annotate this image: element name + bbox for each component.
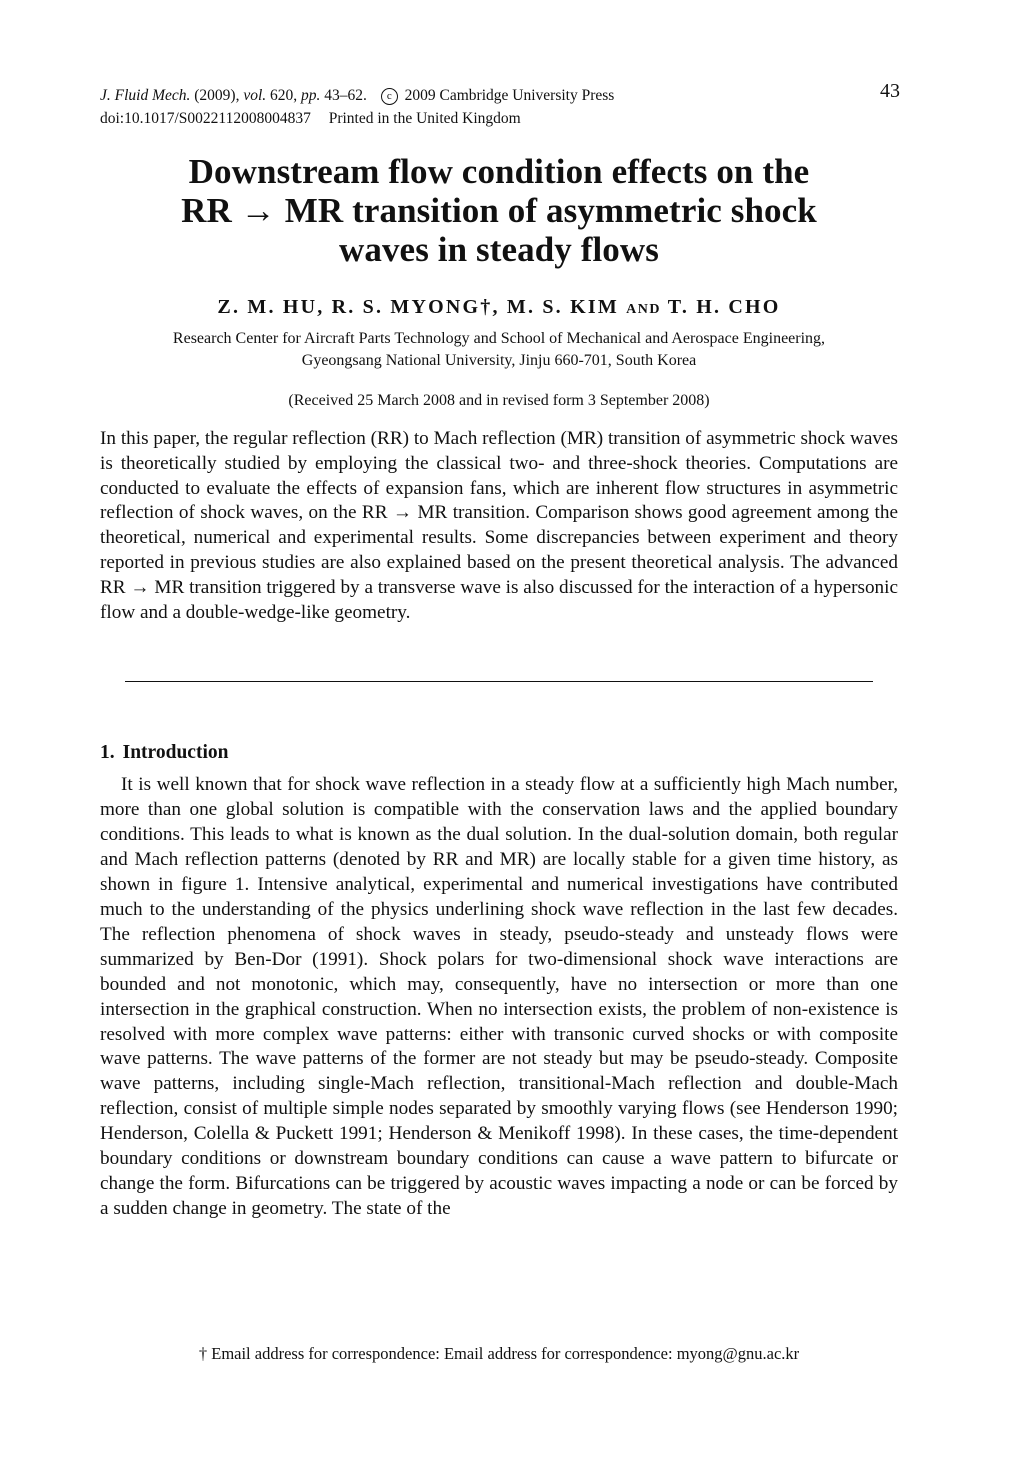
pages-label: pp.: [301, 87, 321, 104]
page-number: 43: [880, 80, 900, 102]
section-title: Introduction: [122, 742, 229, 763]
author-names: Z. M. HU, R. S. MYONG†, M. S. KIM: [217, 296, 619, 318]
affiliation-line-2: Gyeongsang National University, Jinju 660-701, South Korea: [301, 352, 697, 369]
doi: doi:10.1017/S0022112008004837: [100, 110, 311, 127]
journal-name: J. Fluid Mech.: [100, 87, 191, 104]
affiliation: [100, 328, 898, 372]
citation-line: [100, 84, 898, 107]
received-date: (Received 25 March 2008 and in revised form 3 September 2008): [288, 392, 710, 409]
title-line-1: Downstream flow condition effects on the: [188, 152, 810, 191]
journal-year: (2009),: [194, 87, 240, 104]
paper-title: [100, 152, 898, 269]
title-line-2-rest: MR transition of asymmetric shock: [284, 191, 817, 230]
title-line-2: [100, 191, 898, 230]
printed-in: Printed in the United Kingdom: [328, 110, 521, 127]
introduction-paragraph: It is well known that for shock wave reflection in a steady flow at a sufficiently high Mach number, more than one global solution is compatible with the conservation laws and the applied boundary conditions. This leads to what is known as the dual solution. In the dual-solution domain, both regular and Mach reflection patterns (denoted by RR and MR) are locally stable for a given time history, as shown in figure 1. Intensive analytical, experimental and numerical investigations have contributed much to the understanding of the physics underlining shock wave reflection in the last few decades. The reflection phenomena of shock waves in steady, pseudo-steady and unsteady flows were summarized by Ben-Dor (1991). Shock polars for two-dimensional shock wave interactions are bounded and not monotonic, which may, consequently, have no intersection or more than one intersection in the graphical construction. When no intersection exists, the problem of non-existence is resolved with more complex wave patterns: either with transonic curved shocks or with composite wave patterns. The wave patterns of the former are not steady but may be pseudo-steady. Composite wave patterns, including single-Mach reflection, transitional-Mach reflection and double-Mach reflection, consist of multiple simple nodes separated by smoothly varying flows (see Henderson 1990; Henderson, Colella & Puckett 1991; Henderson & Menikoff 1998). In these cases, the time-dependent boundary conditions or downstream boundary conditions can cause a wave pattern to bifurcate or change the form. Bifurcations can be triggered by acoustic waves impacting a node or can be forced by a sudden change in geometry. The state of the: [100, 774, 898, 1220]
volume-label: vol.: [243, 87, 267, 104]
title-rr: RR: [181, 191, 232, 230]
journal-header: [100, 84, 898, 130]
page-range: 43–62.: [324, 87, 367, 104]
section-heading: [100, 742, 228, 764]
footnote: † Email address for correspondence: Email address for correspondence: myong@gnu.ac.kr: [198, 1344, 800, 1363]
affiliation-line-1: Research Center for Aircraft Parts Technology and School of Mechanical and Aerospace Engineering,: [172, 330, 826, 347]
doi-line: [100, 107, 898, 130]
abstract-divider: [125, 681, 873, 682]
volume-number: 620,: [270, 87, 298, 104]
abstract: In this paper, the regular reflection (RR) to Mach reflection (MR) transition of asymmetric shock waves is theoretically studied by employing the classical two- and three-shock theories. Computations are conducted to evaluate the effects of expansion fans, which are inherent flow structures in asymmetric reflection of shock waves, on the RR → MR transition. Comparison shows good agreement among the theoretical, numerical and experimental results. Some discrepancies between experiment and theory reported in previous studies are also explained based on the present theoretical analysis. The advanced RR → MR transition triggered by a transverse wave is also discussed for the interaction of a hypersonic flow and a double-wedge-like geometry.: [100, 428, 898, 623]
title-line-3: waves in steady flows: [338, 230, 660, 269]
author-list: [100, 296, 898, 319]
right-arrow-icon: →: [240, 191, 276, 230]
publisher: 2009 Cambridge University Press: [404, 87, 615, 104]
author-and: AND: [626, 302, 661, 317]
author-last: T. H. CHO: [667, 296, 781, 318]
copyright-icon: c: [381, 88, 398, 105]
section-number: 1.: [100, 742, 115, 763]
